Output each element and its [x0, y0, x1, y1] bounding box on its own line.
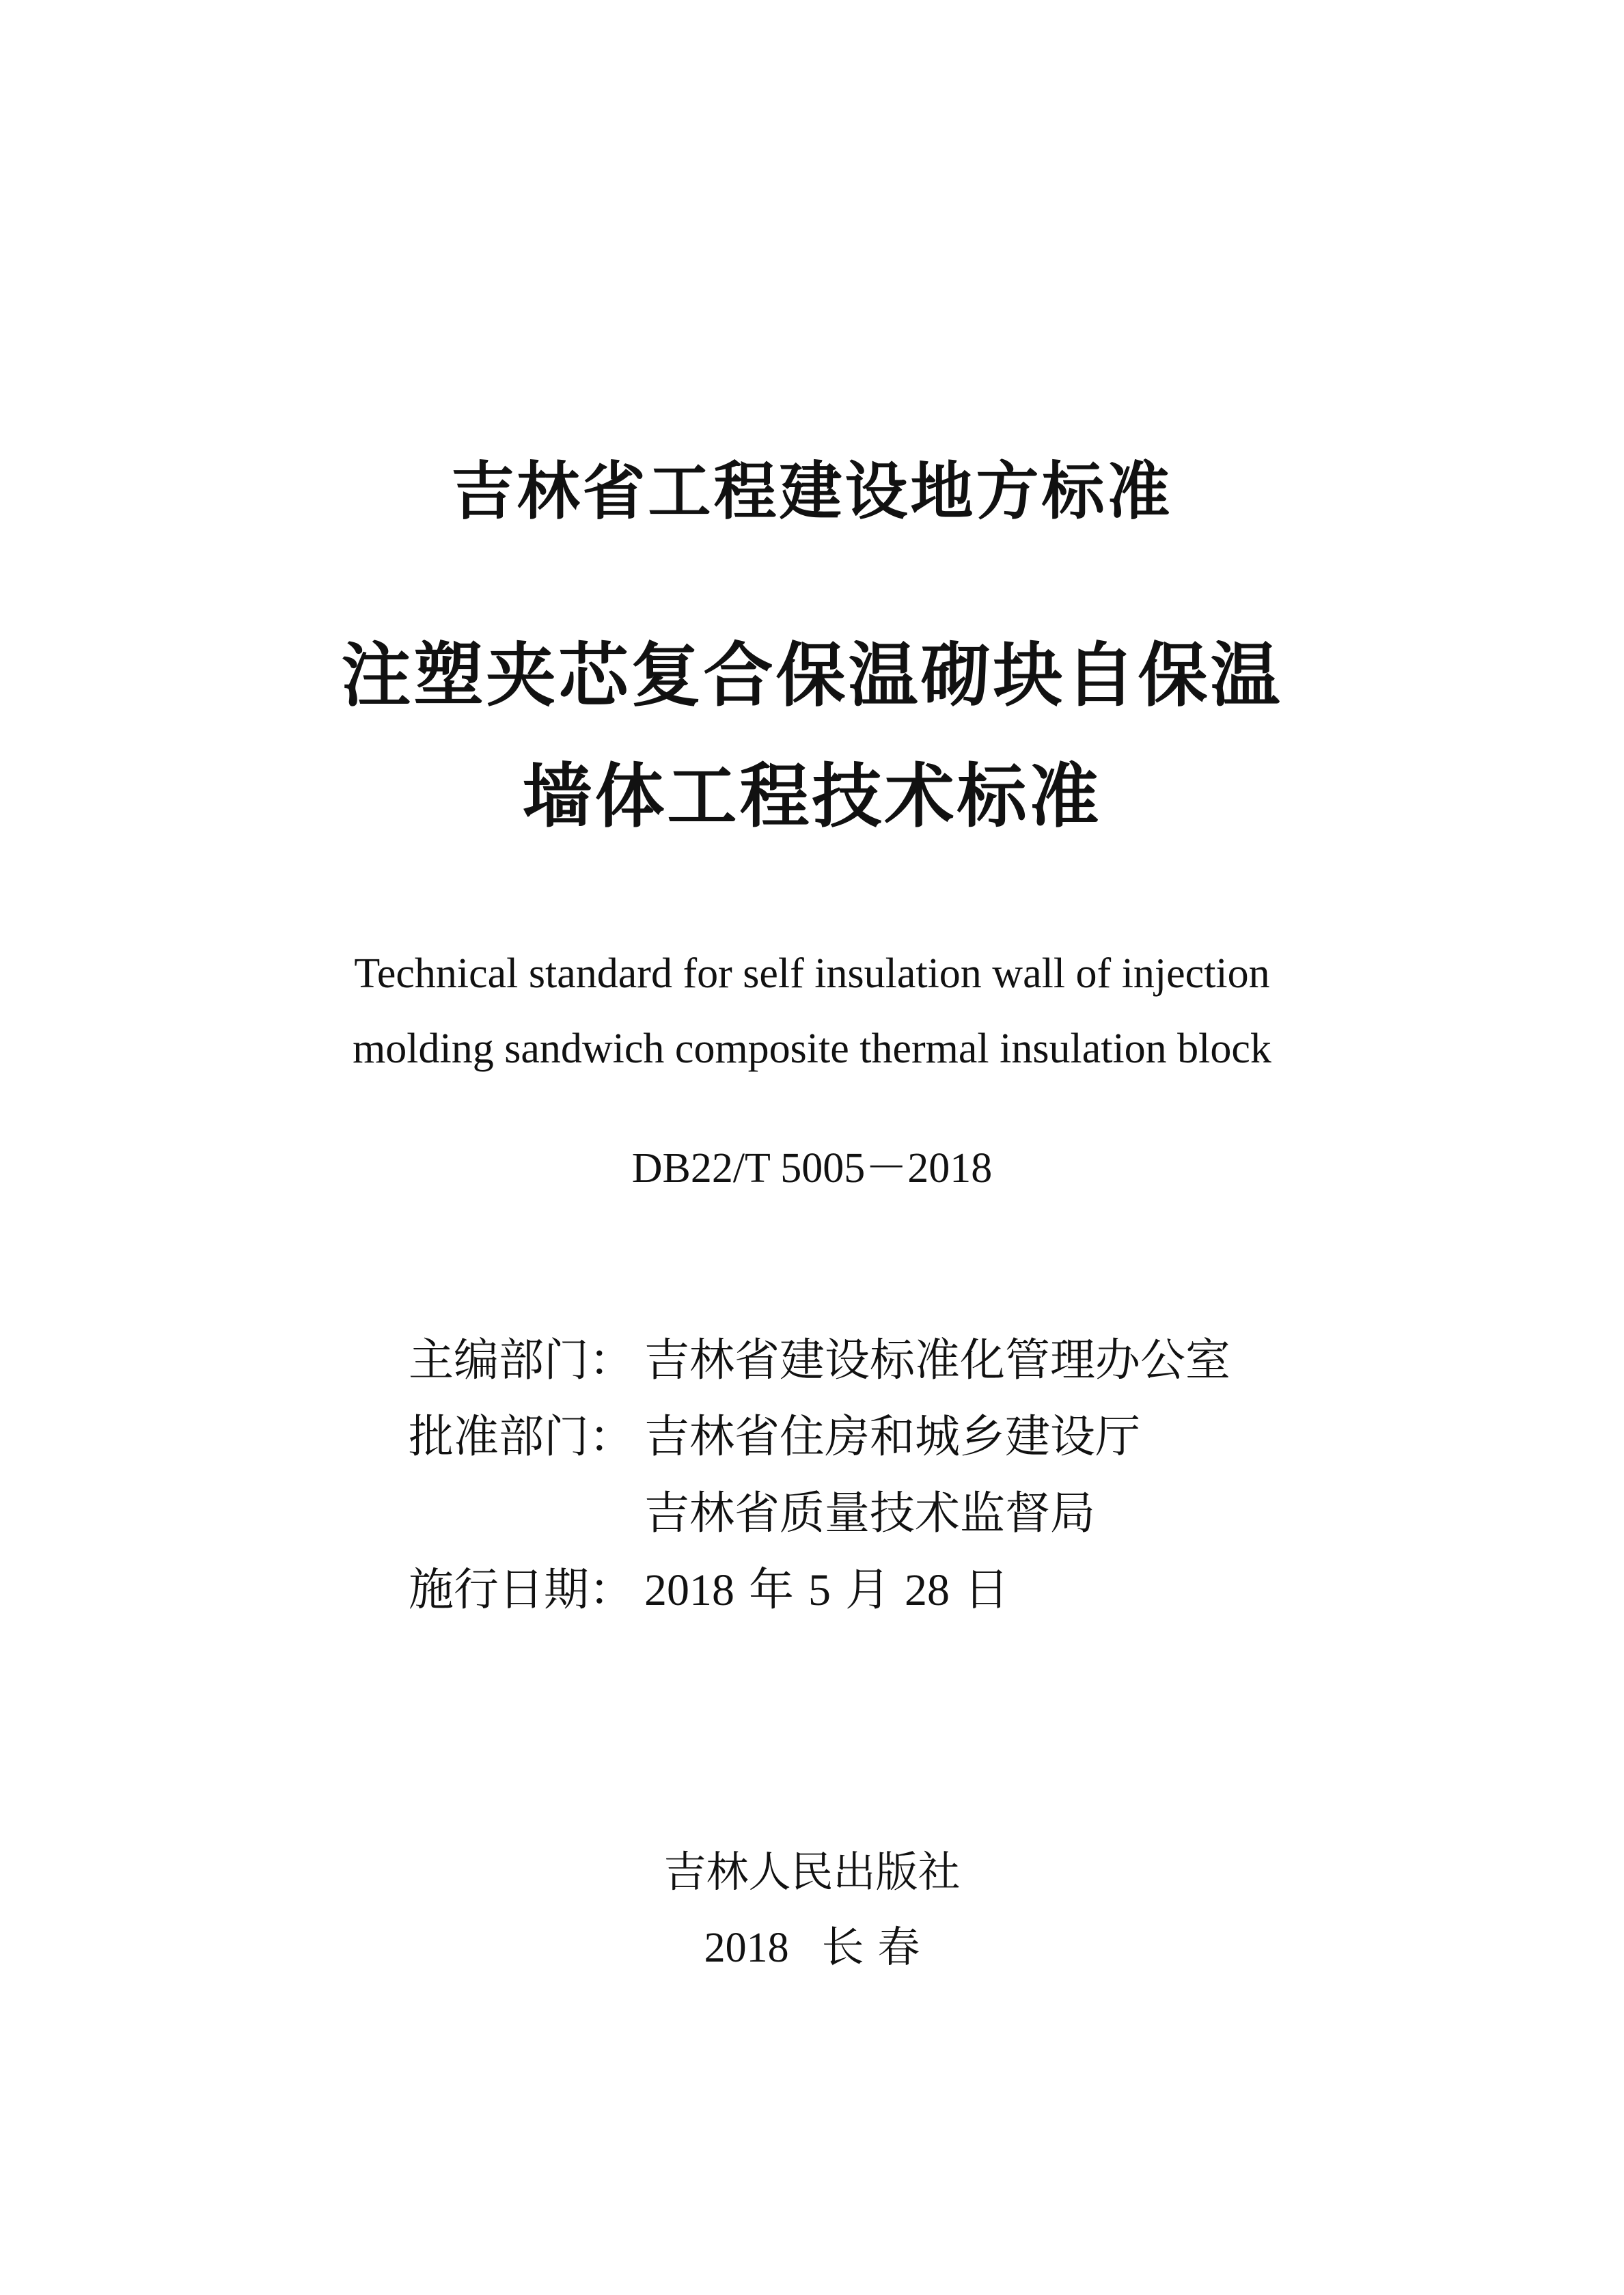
approver-label: 批准部门：: [409, 1410, 634, 1463]
standard-series-heading: 吉林省工程建设地方标准: [451, 455, 1173, 528]
approver-values: [644, 1399, 1140, 1552]
approver-value-2: 吉林省质量技术监督局: [644, 1487, 1095, 1539]
approver-value-1: 吉林省住房和城乡建设厅: [644, 1410, 1140, 1463]
standard-info-block: [409, 1322, 1230, 1629]
effective-date-month-unit: 月: [830, 1563, 905, 1616]
english-title-line-2: molding sandwich composite thermal insulation block: [353, 1026, 1271, 1072]
effective-date-month: 5: [808, 1565, 831, 1615]
editor-row: [409, 1322, 1230, 1399]
effective-date-year: 2018: [644, 1565, 734, 1615]
effective-date-year-unit: 年: [734, 1563, 808, 1616]
publisher-name: 吉林人民出版社: [663, 1847, 961, 1897]
editor-value: 吉林省建设标准化管理办公室: [644, 1334, 1230, 1386]
english-title-line-1: Technical standard for self insulation wall of injection: [354, 950, 1270, 997]
effective-date-value: [644, 1552, 1009, 1629]
effective-date-label: 施行日期：: [409, 1563, 634, 1616]
approver-row: [409, 1399, 1230, 1552]
effective-date-row: [409, 1552, 1230, 1629]
effective-date-day: 28: [904, 1565, 950, 1615]
editor-label: 主编部门：: [409, 1334, 634, 1386]
chinese-title-line-2: 墙体工程技术标准: [522, 756, 1102, 838]
publication-city: 长 春: [821, 1922, 920, 1972]
chinese-title-line-1: 注塑夹芯复合保温砌块自保温: [341, 635, 1283, 717]
publication-year: 2018: [704, 1925, 789, 1971]
standard-code: DB22/T 5005－2018: [631, 1145, 993, 1192]
editor-value-wrap: [644, 1322, 1230, 1399]
publication-place-year: [0, 1916, 1624, 1979]
effective-date-day-unit: 日: [949, 1563, 1009, 1616]
